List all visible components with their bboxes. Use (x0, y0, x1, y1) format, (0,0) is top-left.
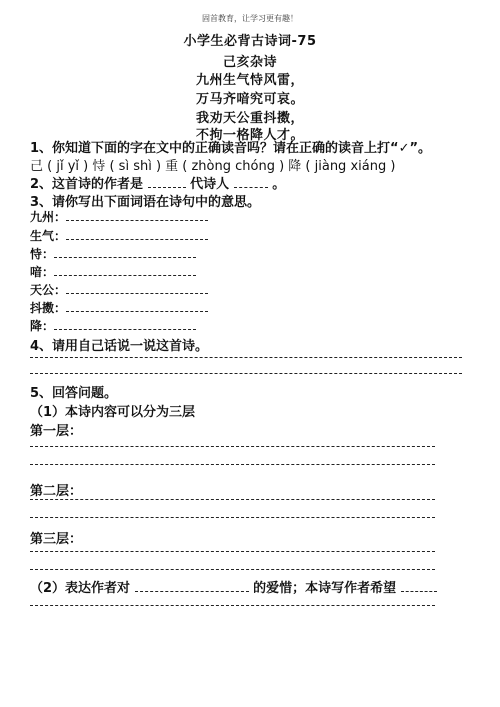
question-5-sub-2-prefix: （2）表达作者对 (30, 581, 131, 596)
question-3-text: 3、请你写出下面词语在诗句中的意思。 (30, 195, 261, 210)
answer-line[interactable] (30, 357, 462, 358)
term-row-6 (30, 299, 208, 316)
question-2-middle: 代诗人 (190, 177, 230, 192)
term-row-3 (30, 245, 196, 262)
poem-line-4: 不拘一格降人才。 (195, 128, 304, 143)
poem-line-2: 万马齐喑究可哀。 (195, 92, 304, 107)
answer-line[interactable] (30, 464, 435, 465)
question-5-sub-2 (30, 577, 437, 596)
question-1-text: 1、你知道下面的字在文中的正确读音吗？请在正确的读音上打“✓”。 (30, 141, 432, 156)
answer-line[interactable] (30, 373, 462, 374)
term-answer-blank[interactable] (66, 299, 208, 312)
term-row-1 (30, 208, 208, 225)
term-answer-blank[interactable] (66, 208, 208, 221)
poem-title: 己亥杂诗 (222, 55, 277, 70)
question-4-text: 4、请用自己话说一说这首诗。 (30, 339, 209, 354)
term-label: 生气： (30, 229, 67, 243)
term-row-4 (30, 263, 196, 280)
layer-1-label: 第一层： (30, 424, 83, 439)
term-label: 降： (30, 319, 55, 333)
term-answer-blank[interactable] (54, 317, 196, 330)
question-5-sub-2-suffix: 的爱惜；本诗写作者希望 (253, 581, 397, 596)
answer-line[interactable] (30, 605, 435, 606)
poem-line-3: 我劝天公重抖擞， (195, 111, 304, 126)
term-label: 天公： (30, 283, 67, 297)
term-answer-blank[interactable] (54, 263, 196, 276)
question-2-prefix: 2、这首诗的作者是 (30, 177, 144, 192)
term-answer-blank[interactable] (66, 227, 208, 240)
term-answer-blank[interactable] (54, 245, 196, 258)
question-1-pinyin-options: 己 ( jǐ yǐ ) 恃 ( sì shì ) 重 ( zhòng chóng ) 降 ( jiàng xiáng ) (30, 159, 396, 174)
question-5-sub-2-blank[interactable] (135, 579, 249, 592)
term-label: 喑： (30, 265, 55, 279)
answer-line[interactable] (30, 517, 435, 518)
poem-line-1: 九州生气恃风雷， (195, 73, 304, 88)
term-row-7 (30, 317, 196, 334)
term-label: 恃： (30, 247, 55, 261)
question-2-blank-dynasty[interactable] (148, 175, 186, 188)
question-2-blank-poet[interactable] (234, 175, 268, 188)
page-header: 固首教育，让学习更有趣！ (202, 14, 298, 23)
layer-3-label: 第三层： (30, 532, 83, 547)
term-answer-blank[interactable] (66, 281, 208, 294)
answer-line[interactable] (30, 569, 435, 570)
question-2 (30, 173, 285, 192)
term-label: 九州： (30, 210, 67, 224)
question-5-text: 5、回答问题。 (30, 386, 118, 401)
answer-line[interactable] (30, 551, 435, 552)
answer-line[interactable] (30, 499, 435, 500)
question-5-sub-2-blank-end[interactable] (401, 579, 437, 592)
answer-line[interactable] (30, 446, 435, 447)
worksheet-title: 小学生必背古诗词-75 (183, 34, 317, 49)
term-row-5 (30, 281, 208, 298)
term-row-2 (30, 227, 208, 244)
layer-2-label: 第二层： (30, 484, 83, 499)
term-label: 抖擞： (30, 301, 67, 315)
question-5-sub-1: （1）本诗内容可以分为三层 (30, 405, 196, 420)
question-2-suffix: 。 (272, 177, 286, 192)
